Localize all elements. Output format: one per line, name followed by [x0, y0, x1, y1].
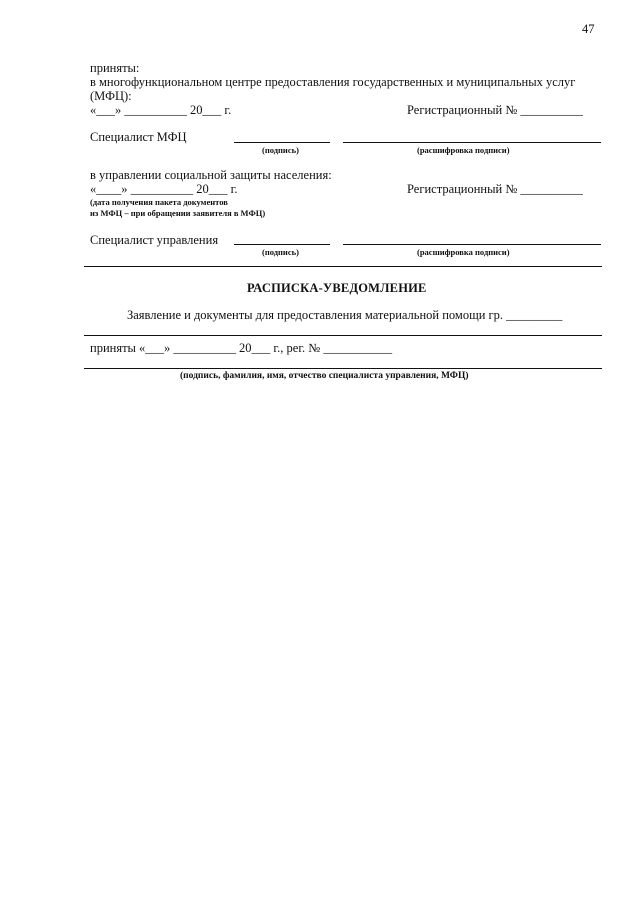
social-decode-line — [343, 244, 601, 245]
mfc-specialist-label: Специалист МФЦ — [90, 130, 187, 144]
social-note-line-2: из МФЦ – при обращении заявителя в МФЦ) — [90, 208, 266, 218]
mfc-line-1: в многофункциональном центре предоставления государственных и муниципальных услуг — [90, 75, 576, 89]
social-registration-number: Регистрационный № __________ — [407, 182, 583, 196]
social-decode-caption: (расшифровка подписи) — [417, 247, 510, 257]
receipt-statement: Заявление и документы для предоставления материальной помощи гр. _________ — [127, 308, 563, 322]
social-specialist-label: Специалист управления — [90, 233, 219, 247]
receipt-accepted-line: приняты «___» __________ 20___ г., рег. № ___________ — [90, 341, 393, 355]
receipt-title: РАСПИСКА-УВЕДОМЛЕНИЕ — [247, 281, 427, 295]
social-signature-line — [234, 244, 330, 245]
mfc-decode-caption: (расшифровка подписи) — [417, 145, 510, 155]
receipt-divider-1 — [84, 335, 602, 336]
mfc-line-2: (МФЦ): — [90, 89, 132, 103]
social-office-label: в управлении социальной защиты населения: — [90, 168, 332, 182]
section-divider — [84, 266, 602, 267]
social-date-line: «____» __________ 20___ г. — [90, 182, 238, 196]
page-number: 47 — [582, 22, 595, 36]
mfc-decode-line — [343, 142, 601, 143]
accepted-label: приняты: — [90, 61, 140, 75]
receipt-caption: (подпись, фамилия, имя, отчество специалиста управления, МФЦ) — [180, 371, 469, 381]
mfc-signature-line — [234, 142, 330, 143]
mfc-date-line: «___» __________ 20___ г. — [90, 103, 232, 117]
mfc-registration-number: Регистрационный № __________ — [407, 103, 583, 117]
social-note-line-1: (дата получения пакета документов — [90, 197, 228, 207]
mfc-signature-caption: (подпись) — [262, 145, 299, 155]
social-signature-caption: (подпись) — [262, 247, 299, 257]
receipt-divider-2 — [84, 368, 602, 369]
